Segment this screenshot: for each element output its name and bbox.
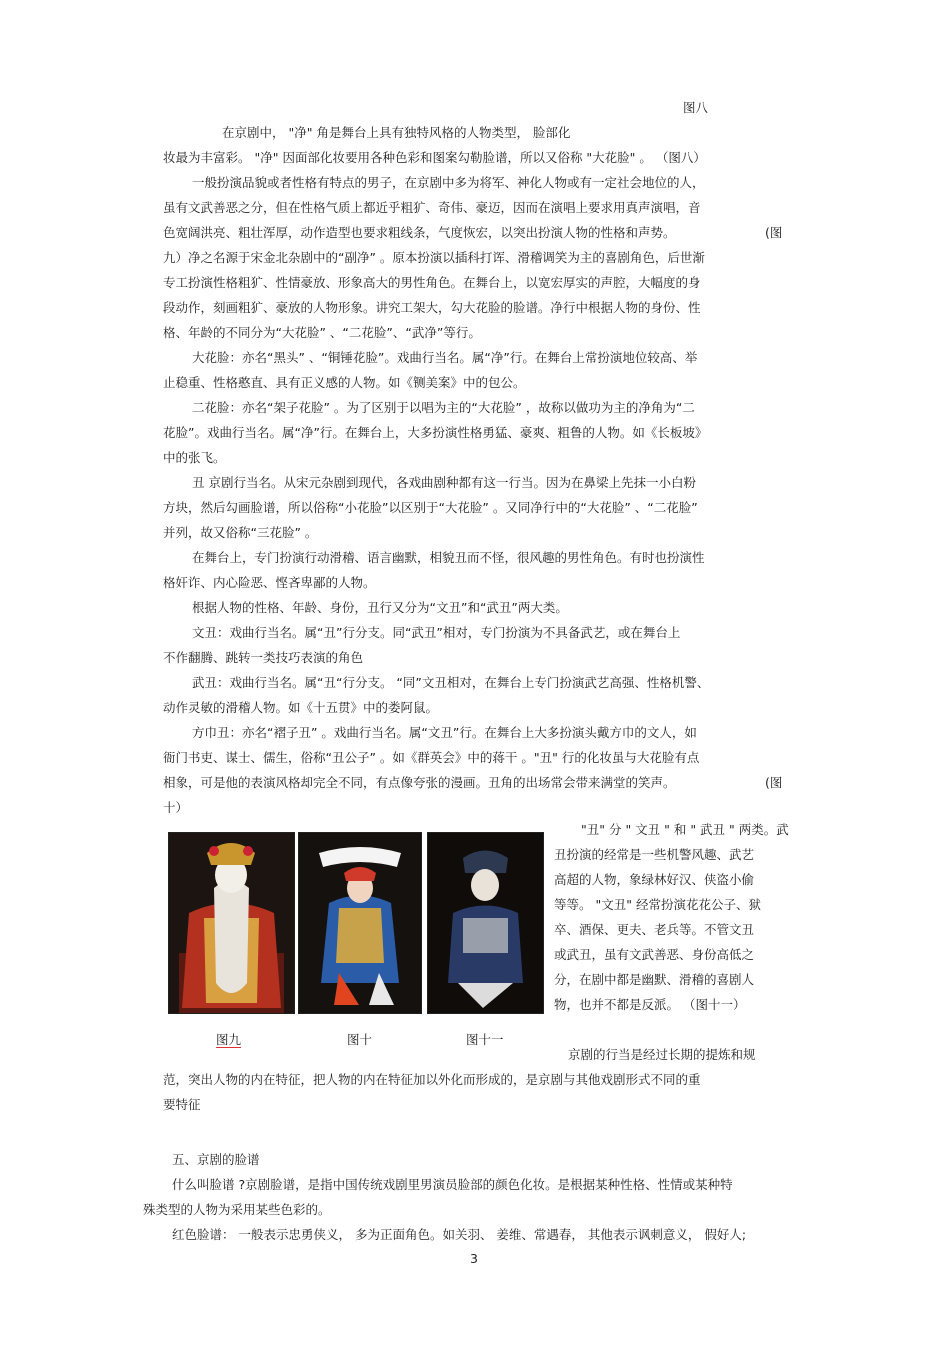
text-line: 根据人物的性格、年龄、身份，丑行又分为“文丑”和“武丑”两大类。	[192, 600, 568, 615]
text-line: 十）	[163, 800, 189, 815]
text-line: 相象，可是他的表演风格却完全不同，有点像夸张的漫画。丑角的出场常会带来满堂的笑声。	[163, 775, 676, 790]
text-line: 等等。 "文丑" 经常扮演花花公子、狱	[554, 897, 761, 912]
text-line: 段动作，刻画粗犷、豪放的人物形象。讲究工架大，勾大花脸的脸谱。净行中根据人物的身份、性	[163, 300, 701, 315]
figure-10-photo	[298, 832, 422, 1014]
caption-figure-9: 图九	[216, 1032, 242, 1047]
text-line: "丑" 分 " 文丑 " 和 " 武丑 " 两类。武	[581, 822, 789, 837]
text-line: 卒、酒保、更夫、老兵等。不管文丑	[554, 922, 755, 937]
section-heading: 五、京剧的脸谱	[172, 1152, 260, 1167]
text-line: 专工扮演性格粗犷、性情豪放、形象高大的男性角色。在舞台上，以宽宏厚实的声腔，大幅度的身	[163, 275, 701, 290]
opera-performer-image	[299, 833, 421, 1013]
text-line: 丑扮演的经常是一些机警风趣、武艺	[554, 847, 755, 862]
text-line: (图	[765, 775, 783, 790]
text-line: 红色脸谱： 一般表示忠勇侠义， 多为正面角色。如关羽、 姜维、常遇春， 其他表示讽刺意义， 假好人;	[172, 1227, 747, 1242]
text-line: 一般扮演品貌或者性格有特点的男子，在京剧中多为将军、神化人物或有一定社会地位的人，	[192, 175, 705, 190]
text-line: 或武丑，虽有文武善恶、身份高低之	[554, 947, 755, 962]
text-line: 物，也并不都是反派。 （图十一）	[554, 997, 746, 1012]
text-line: 在京剧中， "净" 角是舞台上具有独特风格的人物类型， 脸部化	[222, 125, 571, 140]
text-line: 高超的人物，象绿林好汉、侠盗小偷	[554, 872, 755, 887]
figure-9-photo	[168, 832, 295, 1014]
text-line: 格、年龄的不同分为“大花脸” 、“二花脸”、“武净”等行。	[163, 325, 481, 340]
text-line: (图	[765, 225, 783, 240]
text-line: 衙门书吏、谋士、儒生，俗称“丑公子” 。如《群英会》中的蒋干 。"丑" 行的化妆虽与大花脸有点	[163, 750, 700, 765]
text-line: 殊类型的人物为采用某些色彩的。	[143, 1202, 331, 1217]
text-line: 在舞台上，专门扮演行动滑稽、语言幽默，相貌丑而不怪，很风趣的男性角色。有时也扮演性	[192, 550, 705, 565]
text-line: 并列，故又俗称“三花脸” 。	[163, 525, 318, 540]
text-line: 方块，然后勾画脸谱，所以俗称“小花脸”以区别于“大花脸” 。又同净行中的“大花脸” 、“二花脸”	[163, 500, 698, 515]
caption-figure-11: 图十一	[466, 1032, 504, 1047]
text-line: 虽有文武善恶之分，但在性格气质上都近乎粗犷、奇伟、豪迈，因而在演唱上要求用真声演唱，音	[163, 200, 701, 215]
text-line: 要特征	[163, 1097, 201, 1112]
opera-performer-image	[169, 833, 294, 1013]
page-number: 3	[470, 1251, 478, 1266]
opera-performer-image	[428, 833, 543, 1013]
text-line: 二花脸：亦名“架子花脸” 。为了区别于以唱为主的“大花脸” ，故称以做功为主的净角为“二	[192, 400, 695, 415]
text-line: 方巾丑：亦名“褶子丑” 。戏曲行当名。属“文丑”行。在舞台上大多扮演头戴方巾的文人，如	[192, 725, 697, 740]
text-line: 分，在剧中都是幽默、滑稽的喜剧人	[554, 972, 755, 987]
figure-11-photo	[427, 832, 544, 1014]
text-line: 京剧的行当是经过长期的提炼和规	[568, 1047, 756, 1062]
text-line: 范，突出人物的内在特征，把人物的内在特征加以外化而形成的，是京剧与其他戏剧形式不同的重	[163, 1072, 701, 1087]
text-line: 动作灵敏的滑稽人物。如《十五贯》中的娄阿鼠。	[163, 700, 439, 715]
text-line: 格奸诈、内心险恶、悭吝卑鄙的人物。	[163, 575, 376, 590]
text-line: 花脸”。戏曲行当名。属“净”行。在舞台上，大多扮演性格勇猛、豪爽、粗鲁的人物。如《长板坡》	[163, 425, 708, 440]
figure-label-8: 图八	[683, 100, 709, 115]
text-line: 止稳重、性格憨直、具有正义感的人物。如《铡美案》中的包公。	[163, 375, 526, 390]
text-line: 丑 京剧行当名。从宋元杂剧到现代，各戏曲剧种都有这一行当。因为在鼻梁上先抹一小白粉	[192, 475, 696, 490]
text-line: 大花脸：亦名“黑头” 、“铜锤花脸”。戏曲行当名。属“净”行。在舞台上常扮演地位较高、举	[192, 350, 698, 365]
text-line: 什么叫脸谱 ?京剧脸谱，是指中国传统戏剧里男演员脸部的颜色化妆。是根据某种性格、性情或某种特	[172, 1177, 733, 1192]
text-line: 中的张飞。	[163, 450, 226, 465]
caption-figure-10: 图十	[347, 1032, 373, 1047]
text-line: 武丑：戏曲行当名。属“丑“行分支。 “同”文丑相对，在舞台上专门扮演武艺高强、性格机警、	[192, 675, 710, 690]
text-line: 不作翻腾、跳转一类技巧表演的角色	[163, 650, 364, 665]
text-line: 文丑：戏曲行当名。属“丑”行分支。同“武丑”相对，专门扮演为不具备武艺，或在舞台上	[192, 625, 681, 640]
text-line: 色宽阔洪亮、粗壮浑厚，动作造型也要求粗线条，气度恢宏，以突出扮演人物的性格和声势。	[163, 225, 676, 240]
text-line: 九）净之名源于宋金北杂剧中的“副净” 。原本扮演以插科打诨、滑稽调笑为主的喜剧角色，后世渐	[163, 250, 705, 265]
text-line: 妆最为丰富彩。 "净" 因面部化妆要用各种色彩和图案勾勒脸谱，所以又俗称 "大花脸" 。 （图八）	[163, 150, 706, 165]
